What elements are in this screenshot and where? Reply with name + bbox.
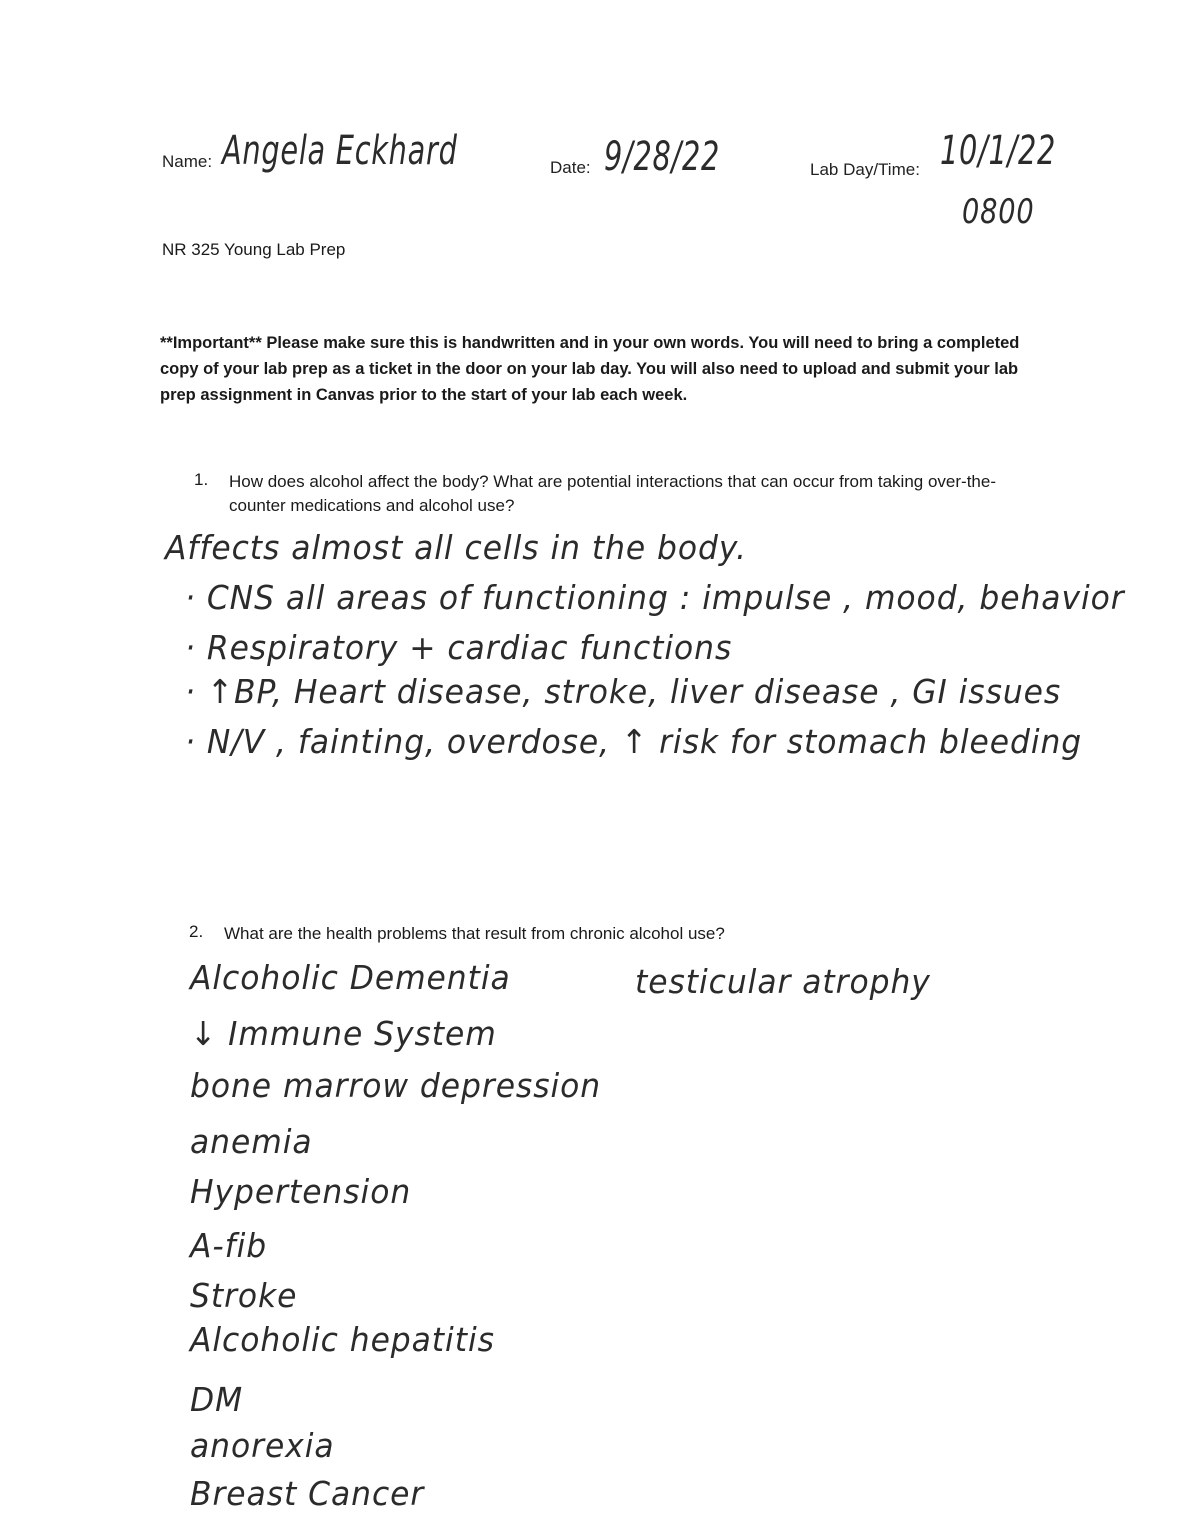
q1-answer-line: · N/V , fainting, overdose, ↑ risk for stomach bleeding [185,722,1083,761]
labday-label: Lab Day/Time: [810,160,920,179]
q1-answer-line: · Respiratory + cardiac functions [185,628,733,667]
q1-answer-line: · CNS all areas of functioning : impulse , mood, behavior [185,578,1125,617]
q1-answer-line: Affects almost all cells in the body. [165,528,747,567]
q1-answer-line: · ↑BP, Heart disease, stroke, liver disease , GI issues [185,672,1062,711]
q2-answer-line: A-fib [190,1226,268,1265]
q2-answer-right: testicular atrophy [635,962,931,1001]
q2-answer-line: ↓ Immune System [190,1014,497,1053]
date-value: 9/28/22 [604,134,721,180]
q2-answer-line: Alcoholic hepatitis [190,1320,495,1359]
q2-answer-line: Hypertension [190,1172,412,1211]
q2-answer-line: anemia [190,1122,313,1161]
q2-answer-line: Stroke [190,1276,298,1315]
q2-answer-line: Alcoholic Dementia [190,958,511,997]
q2-answer-line: Breast Cancer [190,1474,425,1513]
q2-answer-line: anorexia [190,1426,335,1465]
labday-value: 10/1/22 [940,128,1057,174]
important-note: **Important** Please make sure this is handwritten and in your own words. You will need to bring a completed copy of your lab prep as a ticket in the door on your lab day. You will also need to upload and submit your lab prep assignment in Canvas prior to the start of your lab each week. [160,334,1020,404]
course-title: NR 325 Young Lab Prep [162,240,346,259]
q2-answer-line: DM [190,1380,244,1419]
question-2-number: 2. [189,922,204,941]
labtime-value: 0800 [962,192,1035,232]
date-label: Date: [550,158,591,177]
question-1-number: 1. [194,470,209,489]
q2-answer-line: bone marrow depression [190,1066,602,1105]
question-2-text: What are the health problems that result from chronic alcohol use? [224,924,725,943]
name-label: Name: [162,152,213,171]
name-value: Angela Eckhard [222,128,458,174]
question-1-text: How does alcohol affect the body? What are potential interactions that can occur from taking over-the-counter medications and alcohol use? [229,472,996,515]
